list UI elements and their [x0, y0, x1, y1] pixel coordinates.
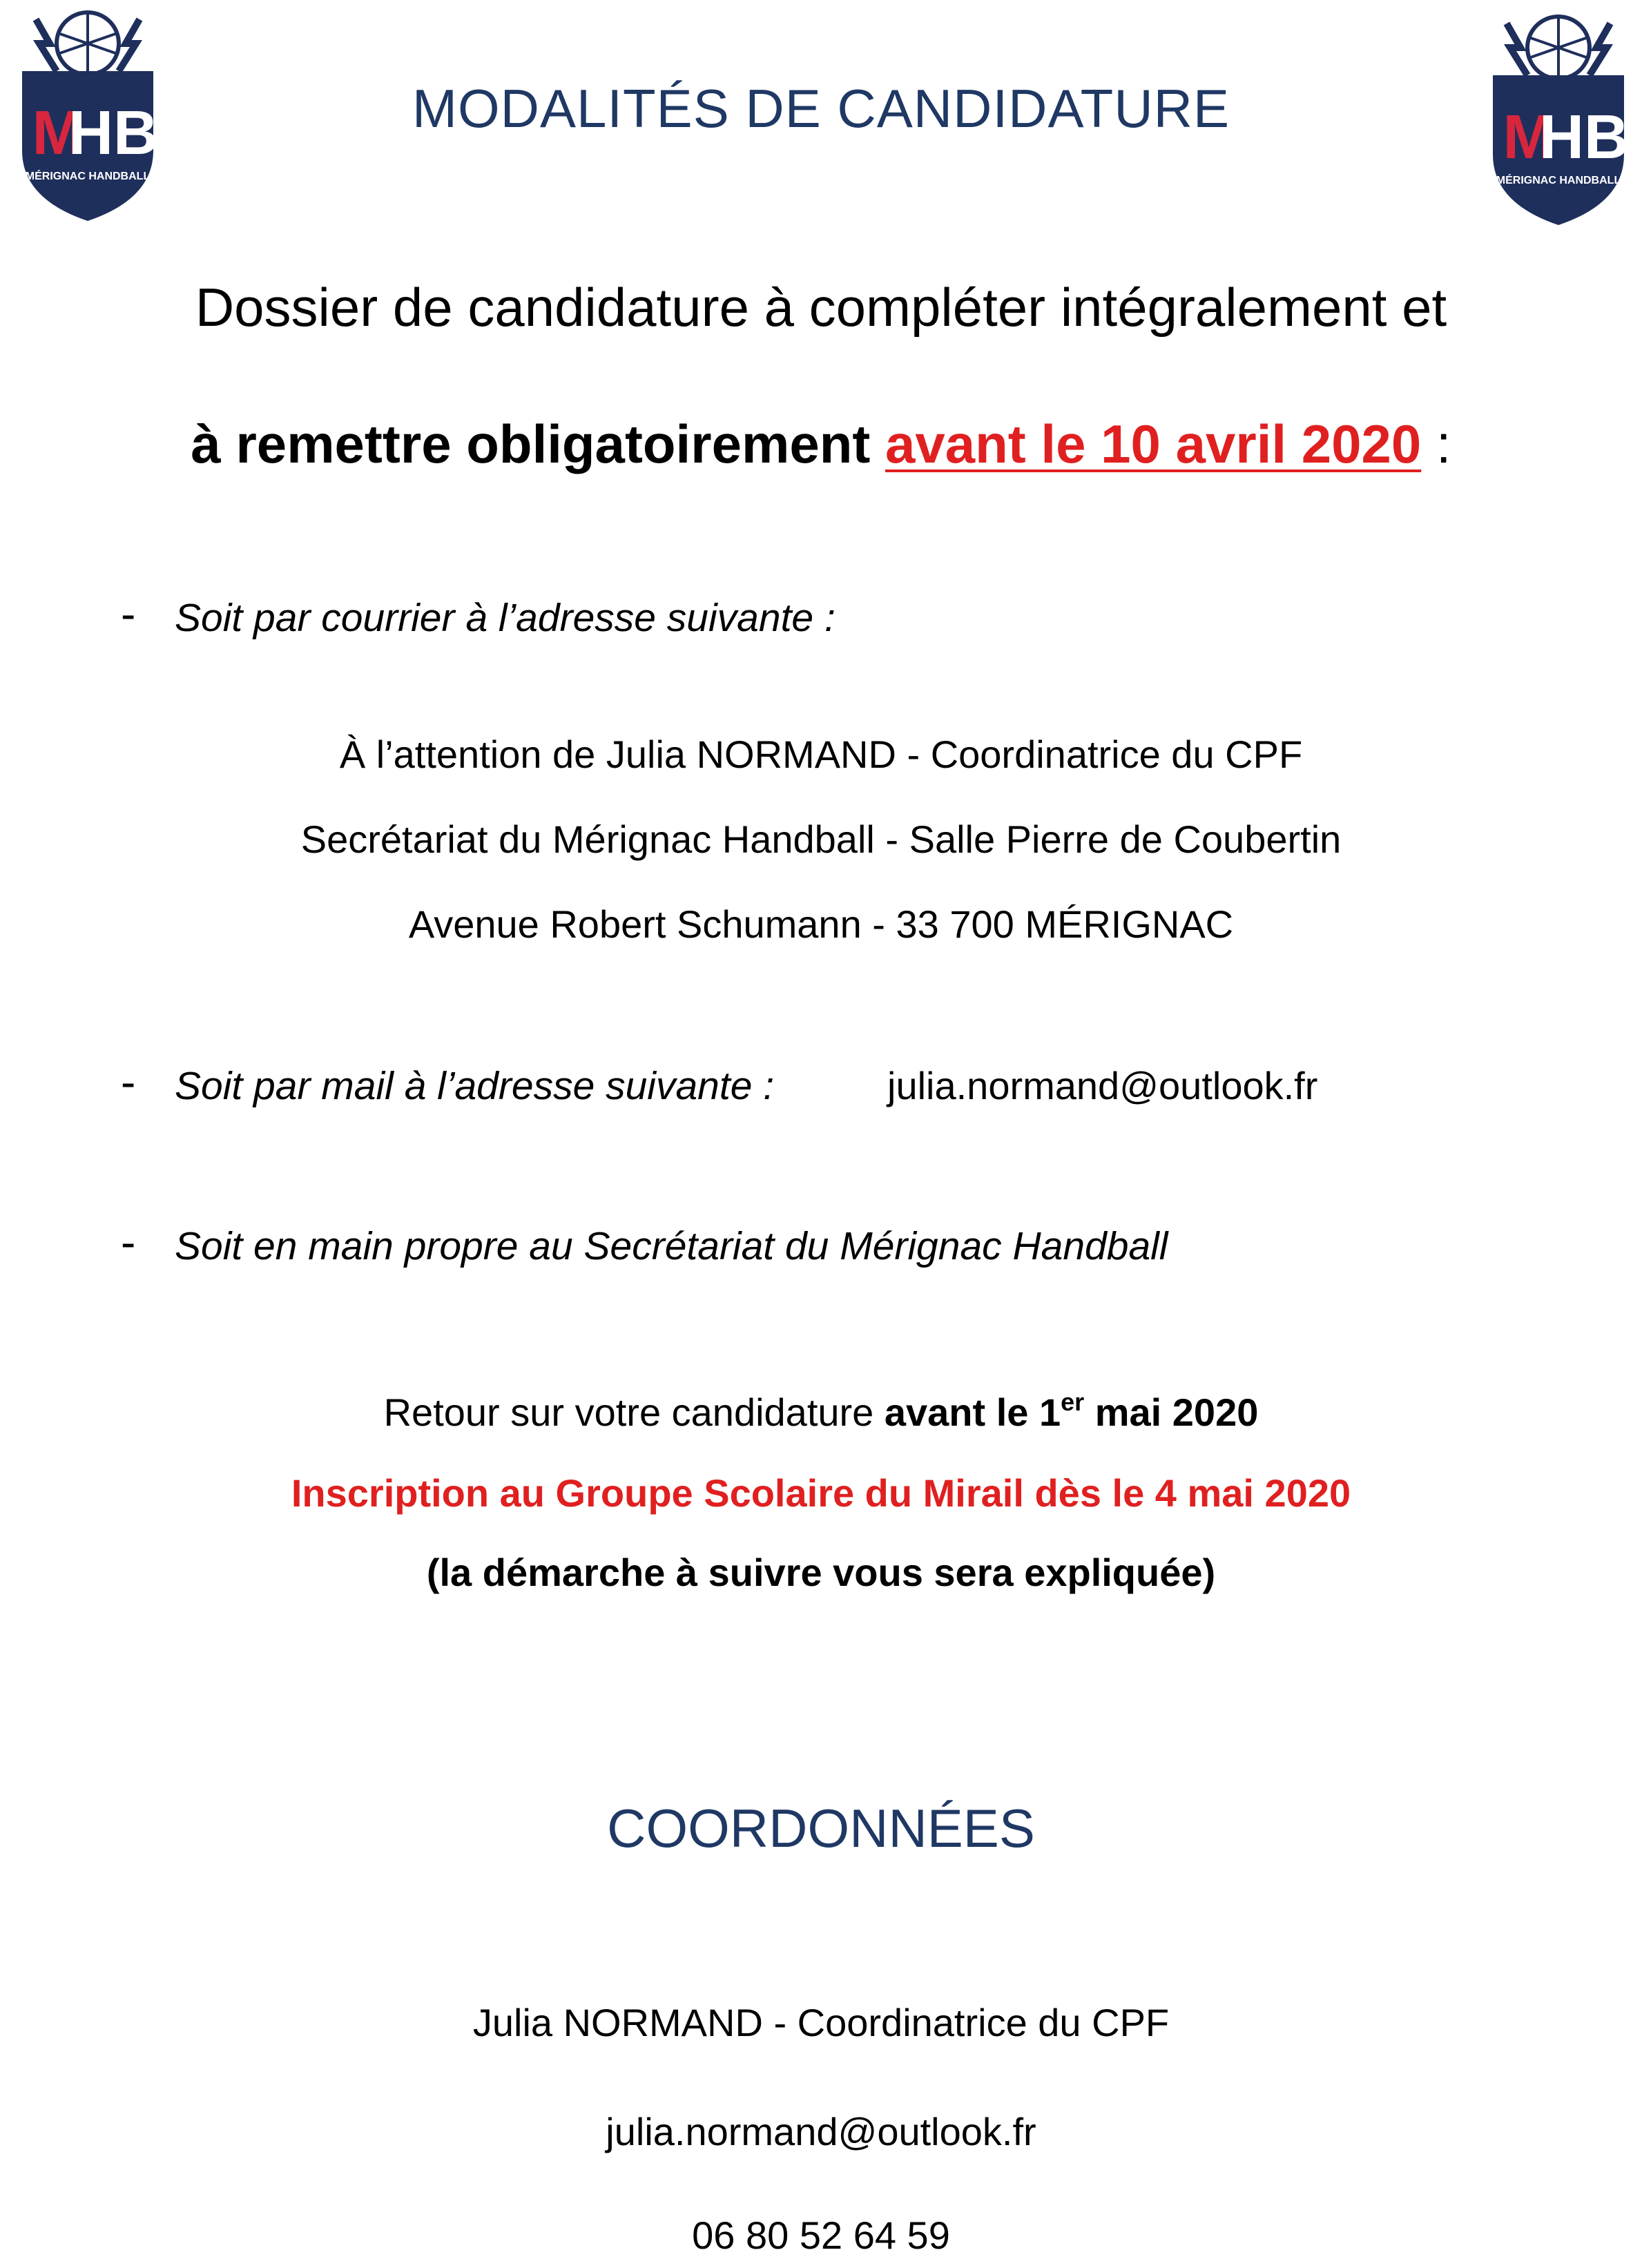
contact-phone[interactable]: 06 80 52 64 59 — [692, 2213, 950, 2257]
contact-title: COORDONNÉES — [607, 1798, 1035, 1859]
svg-text:HB: HB — [68, 99, 158, 168]
address-line-3: Avenue Robert Schumann - 33 700 MÉRIGNAC — [408, 902, 1234, 946]
email-link[interactable]: julia.normand@outlook.fr — [887, 1064, 1318, 1107]
bullet-dash: - — [121, 1057, 136, 1107]
response-prefix: Retour sur votre candidature — [383, 1390, 885, 1434]
svg-text:M: M — [32, 99, 84, 168]
intro-line-2-suffix: : — [1421, 414, 1451, 474]
deadline-date: avant le 10 avril 2020 — [885, 414, 1422, 474]
response-date-a: avant le 1 — [884, 1390, 1061, 1434]
option-post: Soit par courrier à l’adresse suivante : — [175, 596, 836, 640]
intro-line-1: Dossier de candidature à compléter intégralement et — [195, 277, 1447, 338]
svg-text:MÉRIGNAC HANDBALL: MÉRIGNAC HANDBALL — [25, 171, 151, 182]
svg-text:MÉRIGNAC HANDBALL: MÉRIGNAC HANDBALL — [1496, 175, 1621, 186]
response-date-line — [0, 1390, 1642, 1435]
intro-line-2-prefix: à remettre obligatoirement — [191, 414, 885, 474]
response-date-b: mai 2020 — [1084, 1390, 1259, 1434]
svg-text:M: M — [1503, 103, 1555, 172]
address-line-1: À l’attention de Julia NORMAND - Coordinatrice du CPF — [339, 733, 1303, 776]
registration-line: Inscription au Groupe Scolaire du Mirail dès le 4 mai 2020 — [291, 1471, 1351, 1515]
option-email: Soit par mail à l’adresse suivante : — [175, 1064, 775, 1108]
contact-name: Julia NORMAND - Coordinatrice du CPF — [472, 2001, 1170, 2044]
intro-line-2 — [0, 413, 1642, 476]
contact-email[interactable]: julia.normand@outlook.fr — [606, 2110, 1036, 2153]
page-title: MODALITÉS DE CANDIDATURE — [412, 78, 1230, 139]
procedure-note: (la démarche à suivre vous sera expliquée) — [426, 1551, 1216, 1594]
option-in-person: Soit en main propre au Secrétariat du Mérignac Handball — [175, 1224, 1168, 1268]
bullet-dash: - — [121, 589, 136, 639]
response-date-sup: er — [1061, 1388, 1085, 1416]
bullet-dash: - — [121, 1217, 136, 1267]
svg-text:HB: HB — [1539, 103, 1629, 172]
address-line-2: Secrétariat du Mérignac Handball - Salle Pierre de Coubertin — [300, 817, 1342, 861]
